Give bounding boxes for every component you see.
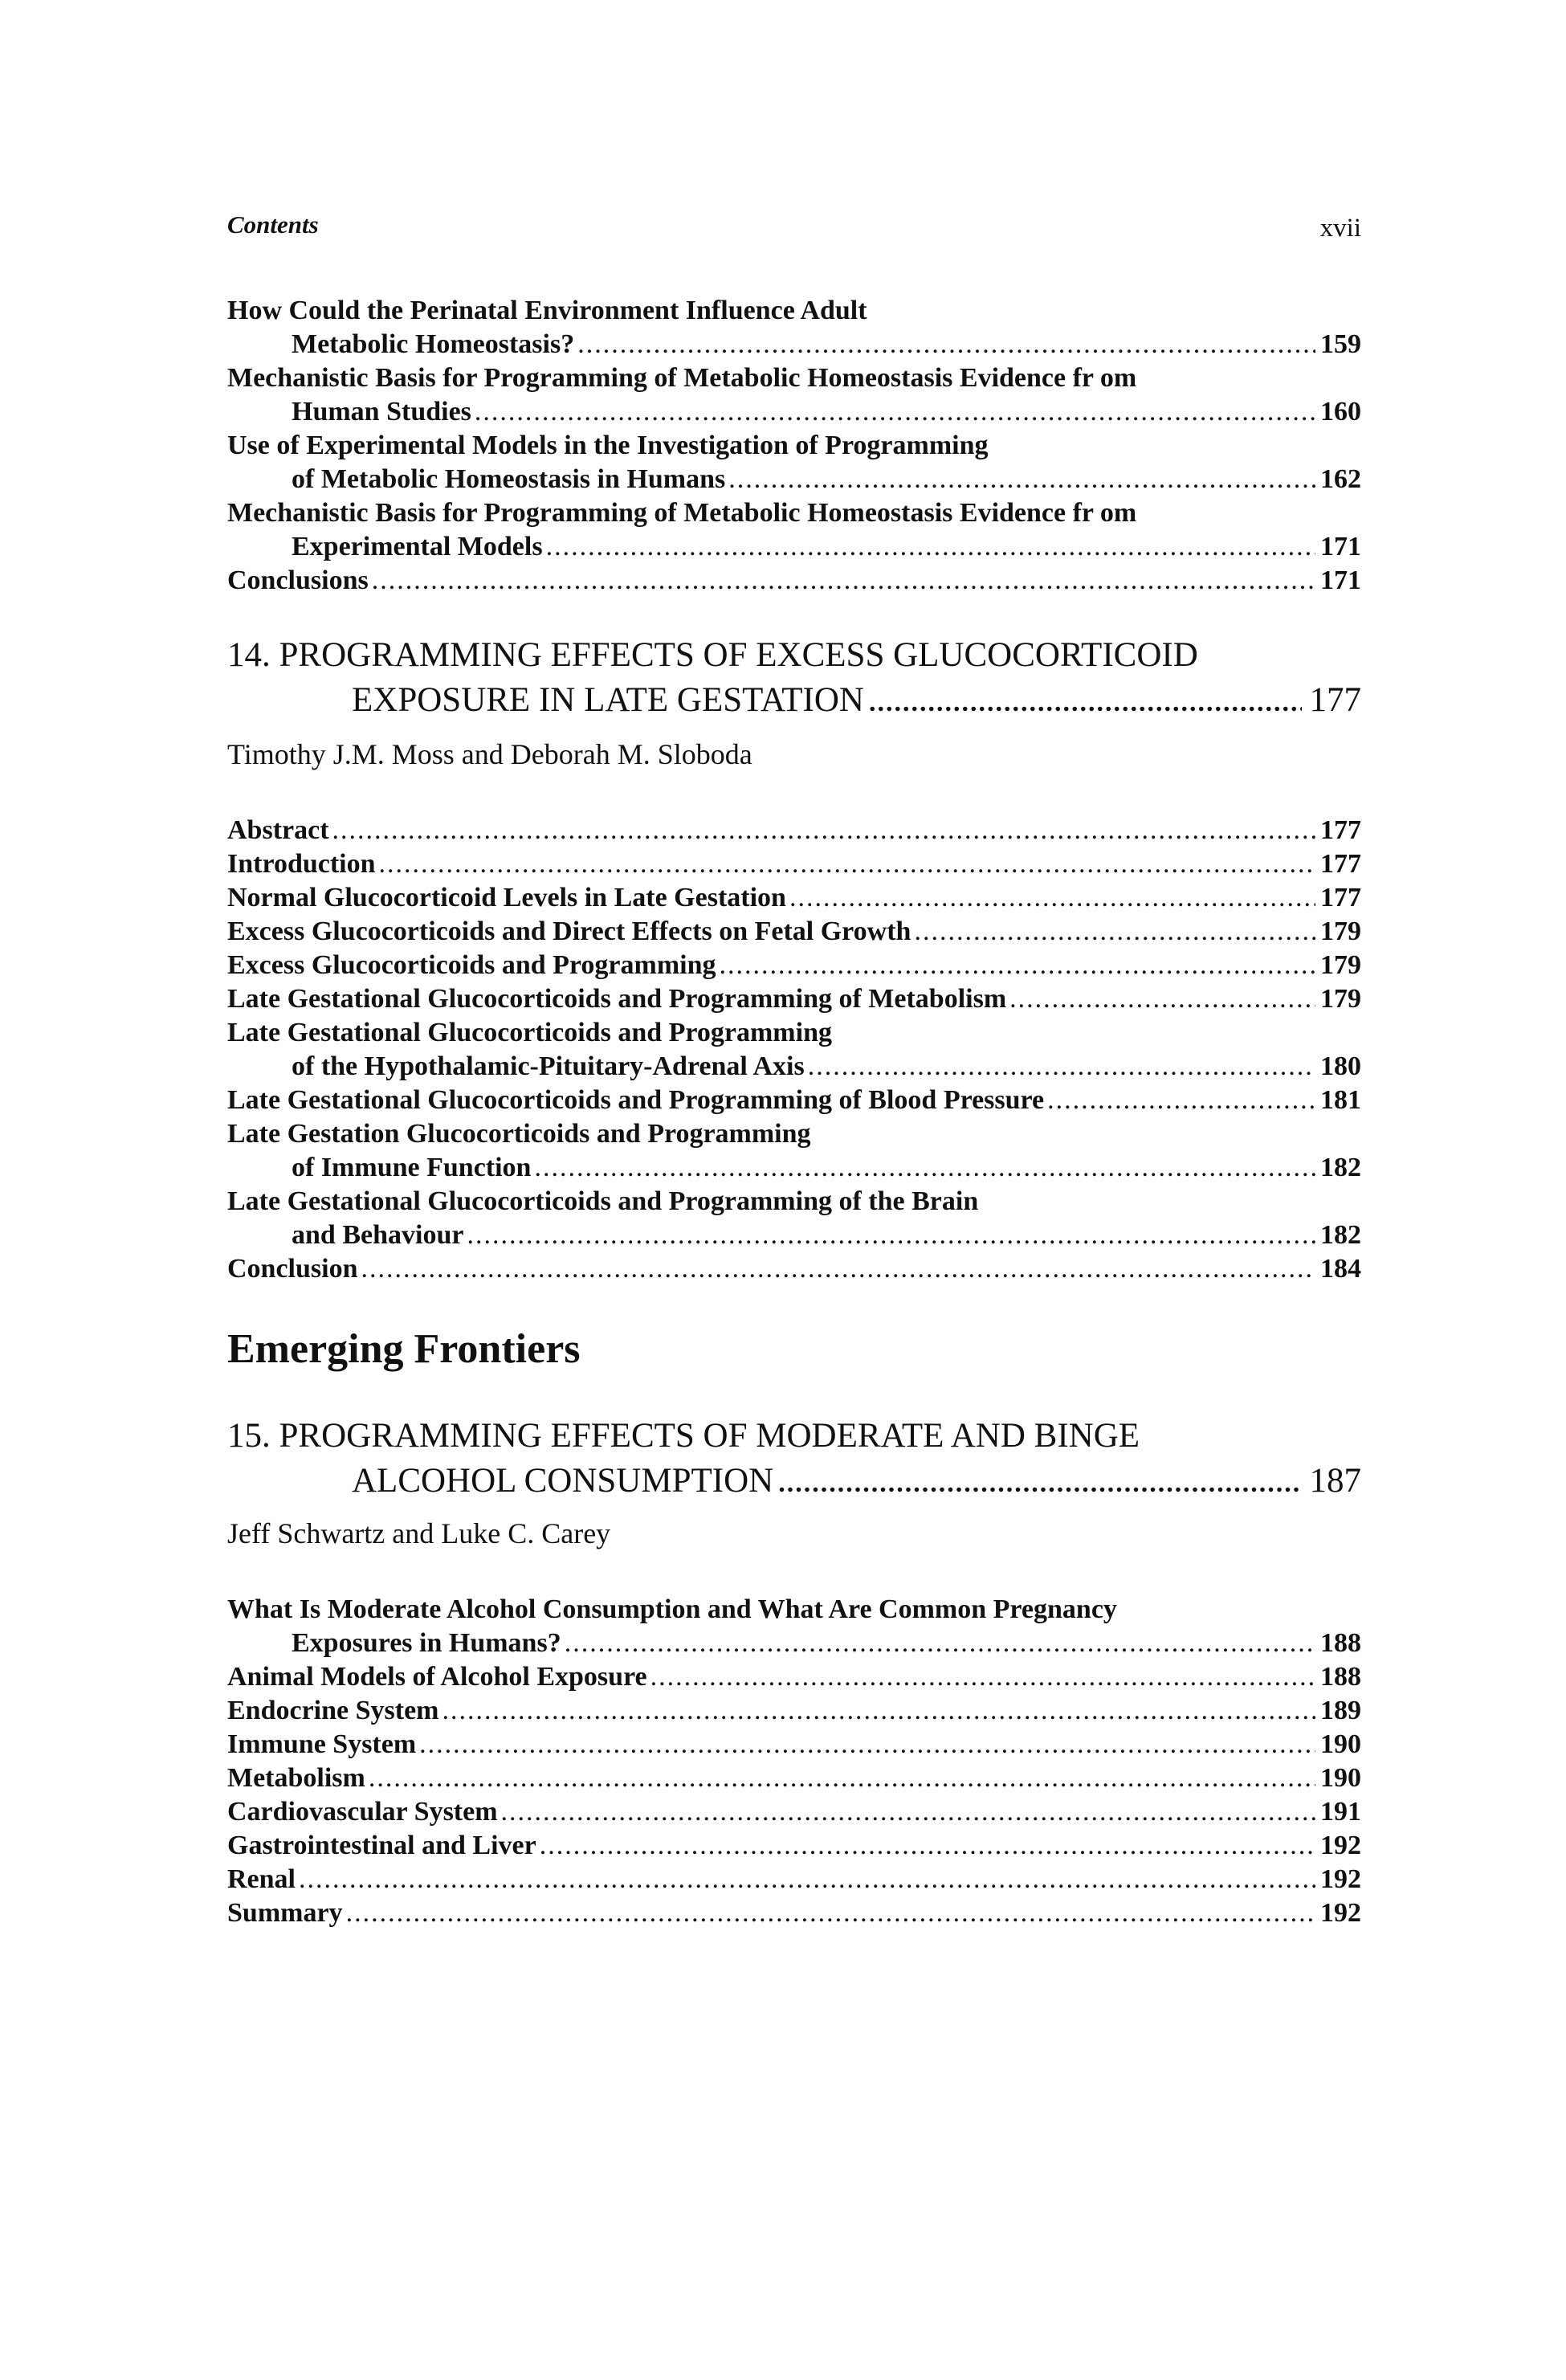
toc-entry (227, 1829, 1361, 1863)
dot-leader (650, 1660, 1315, 1694)
toc-entry (227, 1660, 1361, 1694)
dot-leader (914, 915, 1315, 949)
toc-entry (227, 361, 1361, 429)
chapter-14-authors: Timothy J.M. Moss and Deborah M. Sloboda (227, 738, 752, 770)
toc-page-number: 159 (1320, 329, 1361, 359)
toc-group-chapter14 (227, 814, 1361, 1286)
toc-entry (227, 1694, 1361, 1728)
toc-entry (227, 294, 1361, 361)
toc-entry-text: Late Gestation Glucocorticoids and Programming (227, 1119, 811, 1149)
dot-leader (442, 1694, 1316, 1728)
toc-entry-text: and Behaviour (292, 1220, 464, 1250)
dot-leader (869, 680, 1302, 725)
toc-entry-text: Late Gestational Glucocorticoids and Programming of Metabolism (227, 984, 1007, 1014)
toc-page-number: 192 (1320, 1831, 1361, 1860)
toc-page-number: 188 (1320, 1628, 1361, 1658)
dot-leader (720, 949, 1316, 982)
header-page-number: xvii (1319, 214, 1361, 243)
toc-page-number: 179 (1320, 916, 1361, 946)
toc-entry (227, 1084, 1361, 1117)
toc-page-number: 184 (1320, 1254, 1361, 1284)
toc-page-number: 160 (1320, 397, 1361, 427)
toc-entry-text: Abstract (227, 815, 329, 845)
toc-entry (227, 1728, 1361, 1762)
dot-leader (361, 1252, 1316, 1286)
toc-entry (227, 1185, 1361, 1252)
toc-entry-text: Normal Glucocorticoid Levels in Late Gestation (227, 883, 786, 912)
toc-entry (227, 1795, 1361, 1829)
toc-entry-text: Excess Glucocorticoids and Direct Effects on Fetal Growth (227, 916, 911, 946)
toc-entry-text: Late Gestational Glucocorticoids and Programming of Blood Pressure (227, 1085, 1045, 1115)
running-header (227, 210, 1361, 243)
toc-page-number: 179 (1320, 950, 1361, 980)
toc-entry-text: of Immune Function (292, 1153, 532, 1182)
toc-entry (227, 564, 1361, 598)
chapter-15-authors: Jeff Schwartz and Luke C. Carey (227, 1517, 611, 1549)
chapter-page: 187 (1309, 1462, 1361, 1500)
toc-page-number: 171 (1320, 565, 1361, 595)
toc-entry (227, 1896, 1361, 1930)
toc-entry (227, 496, 1361, 564)
toc-entry-text: Excess Glucocorticoids and Programming (227, 950, 716, 980)
chapter-title-line: ALCOHOL CONSUMPTION (352, 1462, 774, 1500)
dot-leader (577, 328, 1315, 361)
toc-entry-text: Animal Models of Alcohol Exposure (227, 1662, 647, 1692)
toc-entry (227, 1117, 1361, 1185)
dot-leader (346, 1896, 1315, 1930)
toc-page-number: 188 (1320, 1662, 1361, 1692)
dot-leader (778, 1461, 1301, 1506)
toc-entry-text: Late Gestational Glucocorticoids and Programming of the Brain (227, 1186, 979, 1216)
dot-leader (332, 814, 1315, 847)
toc-entry-text: of the Hypothalamic-Pituitary-Adrenal Axis (292, 1051, 805, 1081)
toc-entry-text: Conclusion (227, 1254, 358, 1284)
dot-leader (808, 1050, 1315, 1084)
dot-leader (467, 1219, 1315, 1252)
chapter-title-line: 15. PROGRAMMING EFFECTS OF MODERATE AND BINGE (227, 1417, 1140, 1455)
toc-entry-text: Summary (227, 1898, 343, 1928)
toc-entry (227, 1863, 1361, 1896)
toc-page-number: 179 (1320, 984, 1361, 1014)
toc-entry (227, 1016, 1361, 1084)
chapter-title-line: EXPOSURE IN LATE GESTATION (352, 681, 864, 719)
toc-group-chapter13 (227, 294, 1361, 598)
dot-leader (789, 881, 1315, 915)
dot-leader (565, 1627, 1315, 1660)
dot-leader (299, 1863, 1315, 1896)
dot-leader (534, 1151, 1315, 1185)
dot-leader (728, 463, 1315, 496)
dot-leader (379, 847, 1315, 881)
toc-entry-text: Gastrointestinal and Liver (227, 1831, 536, 1860)
toc-entry-text: of Metabolic Homeostasis in Humans (292, 464, 726, 494)
toc-entry-text: Metabolism (227, 1763, 365, 1793)
toc-page-number: 177 (1320, 815, 1361, 845)
toc-entry-text: Experimental Models (292, 532, 543, 561)
toc-page-number: 191 (1320, 1797, 1361, 1827)
toc-entry (227, 814, 1361, 847)
toc-entry-text: Mechanistic Basis for Programming of Metabolic Homeostasis Evidence fr om (227, 498, 1137, 528)
toc-page-number: 190 (1320, 1763, 1361, 1793)
toc-page-number: 177 (1320, 883, 1361, 912)
dot-leader (369, 1762, 1315, 1795)
toc-entry-text: Metabolic Homeostasis? (292, 329, 575, 359)
toc-entry (227, 1252, 1361, 1286)
dot-leader (419, 1728, 1315, 1762)
toc-page-number: 190 (1320, 1729, 1361, 1759)
toc-page-number: 182 (1320, 1153, 1361, 1182)
toc-page-number: 180 (1320, 1051, 1361, 1081)
dot-leader (501, 1795, 1315, 1829)
toc-entry-text: Introduction (227, 849, 376, 879)
toc-entry (227, 429, 1361, 496)
toc-entry (227, 847, 1361, 881)
toc-page-number: 192 (1320, 1898, 1361, 1928)
dot-leader (475, 395, 1315, 429)
toc-entry-text: Conclusions (227, 565, 369, 595)
chapter-page: 177 (1309, 681, 1361, 719)
toc-entry (227, 982, 1361, 1016)
chapter-14-heading (227, 633, 1361, 725)
toc-entry-text: How Could the Perinatal Environment Influence Adult (227, 296, 867, 325)
toc-page-number: 189 (1320, 1696, 1361, 1725)
toc-entry-text: Mechanistic Basis for Programming of Metabolic Homeostasis Evidence fr om (227, 363, 1137, 393)
header-title: Contents (227, 210, 319, 239)
toc-entry (227, 1762, 1361, 1795)
dot-leader (546, 530, 1315, 564)
toc-page-number: 182 (1320, 1220, 1361, 1250)
toc-entry-text: Human Studies (292, 397, 471, 427)
toc-entry-text: Late Gestational Glucocorticoids and Programming (227, 1018, 832, 1047)
toc-page-number: 192 (1320, 1864, 1361, 1894)
dot-leader (540, 1829, 1315, 1863)
toc-entry (227, 915, 1361, 949)
dot-leader (1047, 1084, 1315, 1117)
toc-entry-text: Endocrine System (227, 1696, 439, 1725)
toc-entry-text: Immune System (227, 1729, 417, 1759)
chapter-15-heading (227, 1414, 1361, 1506)
dot-leader (1009, 982, 1315, 1016)
toc-group-chapter15 (227, 1593, 1361, 1930)
section-title: Emerging Frontiers (227, 1326, 581, 1372)
toc-entry-text: Cardiovascular System (227, 1797, 498, 1827)
toc-entry (227, 949, 1361, 982)
toc-entry-text: Use of Experimental Models in the Investigation of Programming (227, 431, 989, 460)
toc-page-number: 171 (1320, 532, 1361, 561)
toc-entry (227, 1593, 1361, 1660)
toc-entry-text: Renal (227, 1864, 296, 1894)
toc-page-number: 181 (1320, 1085, 1361, 1115)
toc-entry (227, 881, 1361, 915)
toc-entry-text: Exposures in Humans? (292, 1628, 561, 1658)
toc-entry-text: What Is Moderate Alcohol Consumption and What Are Common Pregnancy (227, 1594, 1117, 1624)
toc-page-number: 162 (1320, 464, 1361, 494)
toc-page-number: 177 (1320, 849, 1361, 879)
dot-leader (372, 564, 1315, 598)
chapter-title-line: 14. PROGRAMMING EFFECTS OF EXCESS GLUCOCORTICOID (227, 636, 1198, 674)
